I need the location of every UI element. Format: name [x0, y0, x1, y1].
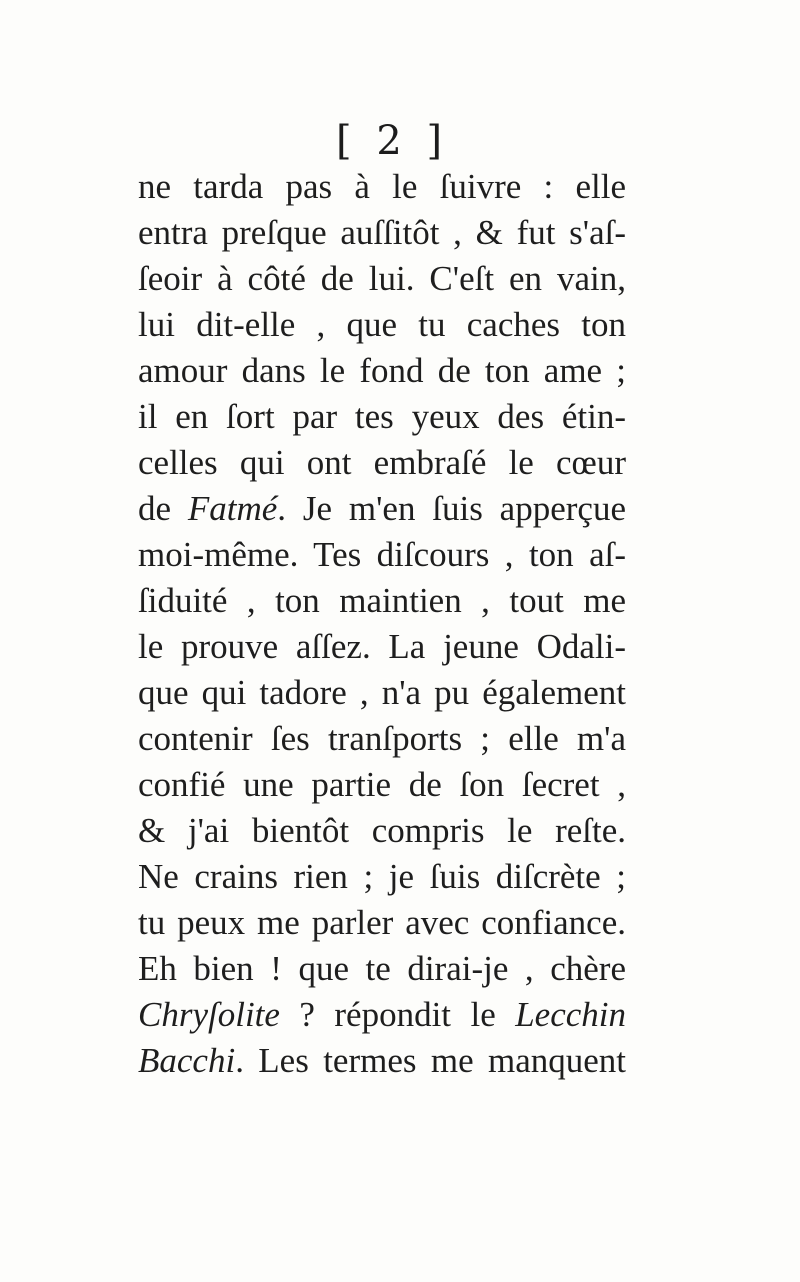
- text-line: ſeoir à côté de lui. C'eſt en vain,: [138, 259, 626, 298]
- text-line: ne tarda pas à le ſuivre : elle: [138, 167, 626, 206]
- text-line: entra preſque auſſitôt , & fut s'aſ-: [138, 213, 626, 252]
- text-line: contenir ſes tranſports ; elle m'a: [138, 719, 626, 758]
- body-text: [138, 164, 626, 1084]
- text-line: de Fatmé. Je m'en ſuis apperçue: [138, 489, 626, 528]
- text-line: Bacchi. Les termes me manquent: [138, 1041, 626, 1080]
- text-line: que qui tadore , n'a pu également: [138, 673, 626, 712]
- text-line: celles qui ont embraſé le cœur: [138, 443, 626, 482]
- text-line: Eh bien ! que te dirai-je , chère: [138, 949, 626, 988]
- text-line: le prouve aſſez. La jeune Odali-: [138, 627, 626, 666]
- text-line: confié une partie de ſon ſecret ,: [138, 765, 626, 804]
- text-line: Ne crains rien ; je ſuis diſcrète ;: [138, 857, 626, 896]
- page-number: [ 2 ]: [336, 118, 449, 164]
- text-line: & j'ai bientôt compris le reſte.: [138, 811, 626, 850]
- text-line: tu peux me parler avec confiance.: [138, 903, 626, 942]
- text-line: il en ſort par tes yeux des étin-: [138, 397, 626, 436]
- text-line: Chryſolite ? répondit le Lecchin: [138, 995, 626, 1034]
- text-line: lui dit-elle , que tu caches ton: [138, 305, 626, 344]
- text-line: moi-même. Tes diſcours , ton aſ-: [138, 535, 626, 574]
- text-line: ſiduité , ton maintien , tout me: [138, 581, 626, 620]
- text-line: amour dans le fond de ton ame ;: [138, 351, 626, 390]
